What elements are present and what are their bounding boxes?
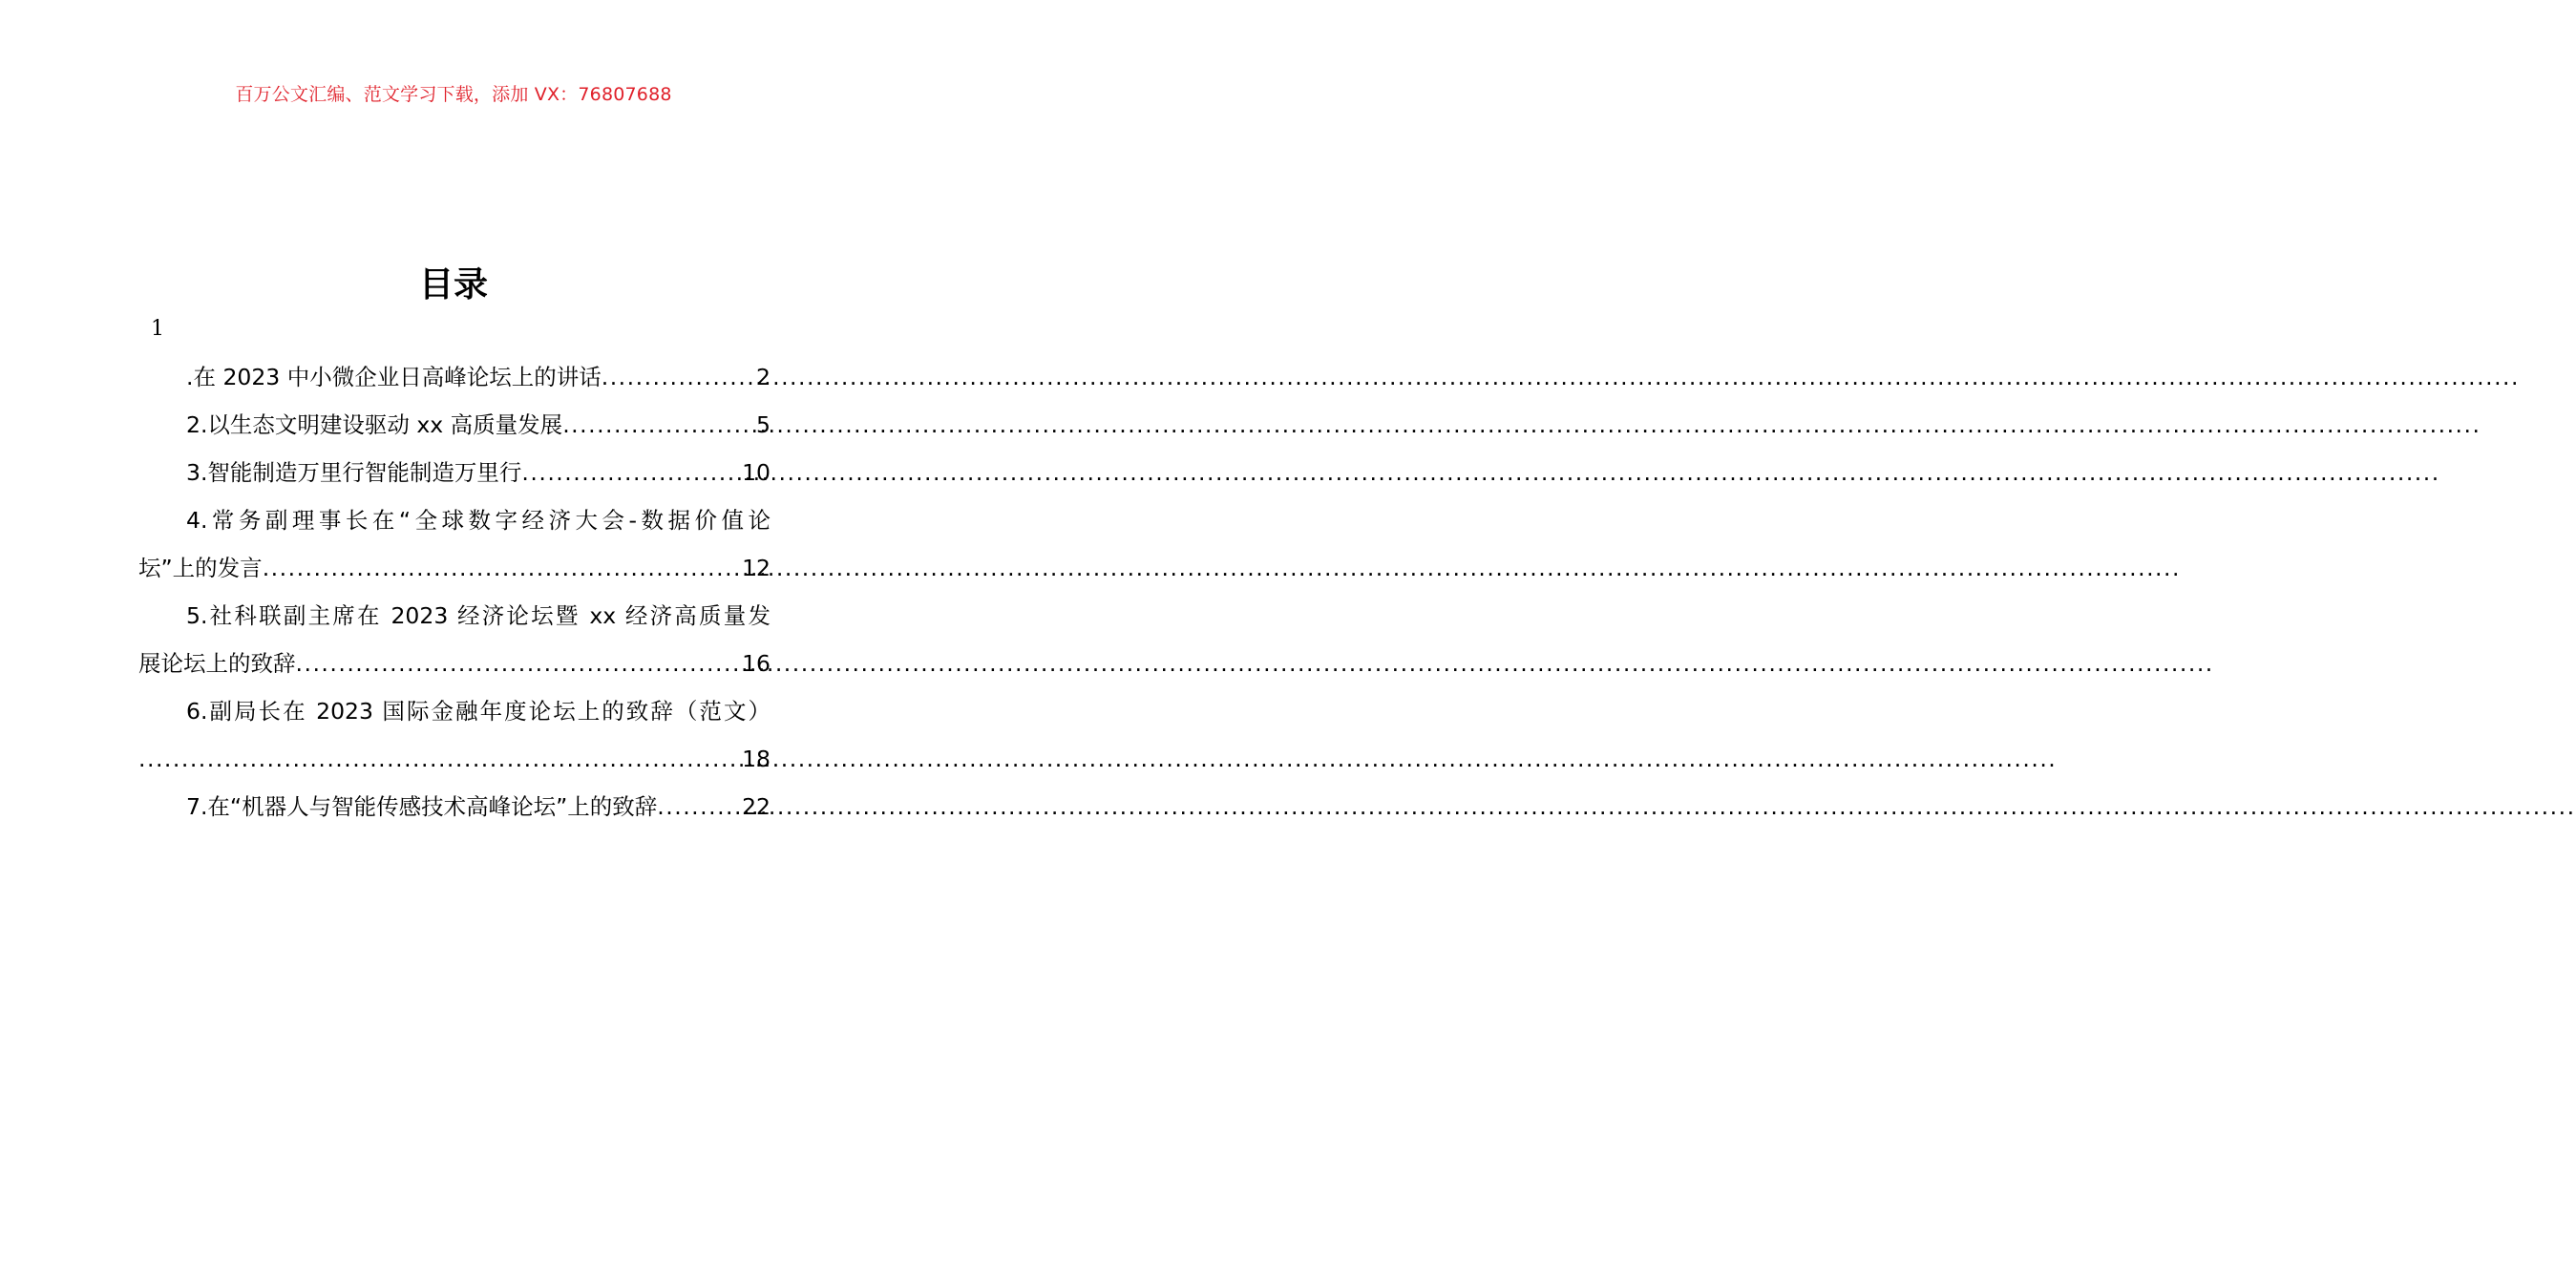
toc-leader-dots bbox=[521, 449, 742, 496]
toc-entry-5[interactable] bbox=[138, 592, 771, 687]
toc-leader-dots bbox=[562, 401, 756, 449]
toc-entry-text-line1: 6.副局长在 2023 国际金融年度论坛上的致辞（范文） bbox=[186, 698, 771, 725]
toc-page-number: 2 bbox=[756, 364, 771, 390]
toc-entry-4[interactable] bbox=[138, 496, 771, 592]
toc-entry-text-line1: 4.常务副理事长在“全球数字经济大会-数据价值论 bbox=[186, 507, 771, 534]
toc-entry-6[interactable] bbox=[138, 687, 771, 783]
toc-page-number: 12 bbox=[742, 555, 771, 581]
toc-leader-dots bbox=[657, 783, 742, 831]
toc-leader-dots bbox=[296, 640, 743, 687]
table-of-contents bbox=[138, 353, 771, 831]
toc-entry-3[interactable] bbox=[138, 449, 771, 496]
toc-entry-text: 3.智能制造万里行智能制造万里行 bbox=[186, 459, 522, 486]
toc-entry-text: 7.在“机器人与智能传感技术高峰论坛”上的致辞 bbox=[186, 793, 658, 820]
toc-page-number: 10 bbox=[742, 459, 771, 486]
toc-entry-text-line2: 坛”上的发言 bbox=[138, 555, 263, 581]
page-number-marker: 1 bbox=[151, 317, 164, 341]
toc-entry-2[interactable] bbox=[138, 401, 771, 449]
toc-entry-text-line2: 展论坛上的致辞 bbox=[138, 650, 296, 677]
toc-page-number: 22 bbox=[742, 793, 771, 820]
toc-page-number: 5 bbox=[756, 411, 771, 438]
toc-leader-dots bbox=[602, 353, 756, 401]
toc-leader-dots bbox=[263, 544, 742, 592]
toc-page-number: 18 bbox=[742, 746, 771, 772]
toc-leader-dots bbox=[138, 735, 742, 783]
page-title: 目录 bbox=[418, 265, 488, 305]
toc-entry-text: 2.以生态文明建设驱动 xx 高质量发展 bbox=[186, 411, 563, 438]
toc-page-number: 16 bbox=[742, 650, 771, 677]
toc-entry-text: .在 2023 中小微企业日高峰论坛上的讲话 bbox=[186, 364, 602, 390]
toc-entry-text-line1: 5.社科联副主席在 2023 经济论坛暨 xx 经济高质量发 bbox=[186, 602, 771, 629]
toc-entry-1[interactable] bbox=[138, 353, 771, 401]
toc-entry-7[interactable] bbox=[138, 783, 771, 831]
header-note: 百万公文汇编、范文学习下载，添加 VX：76807688 bbox=[235, 84, 672, 105]
